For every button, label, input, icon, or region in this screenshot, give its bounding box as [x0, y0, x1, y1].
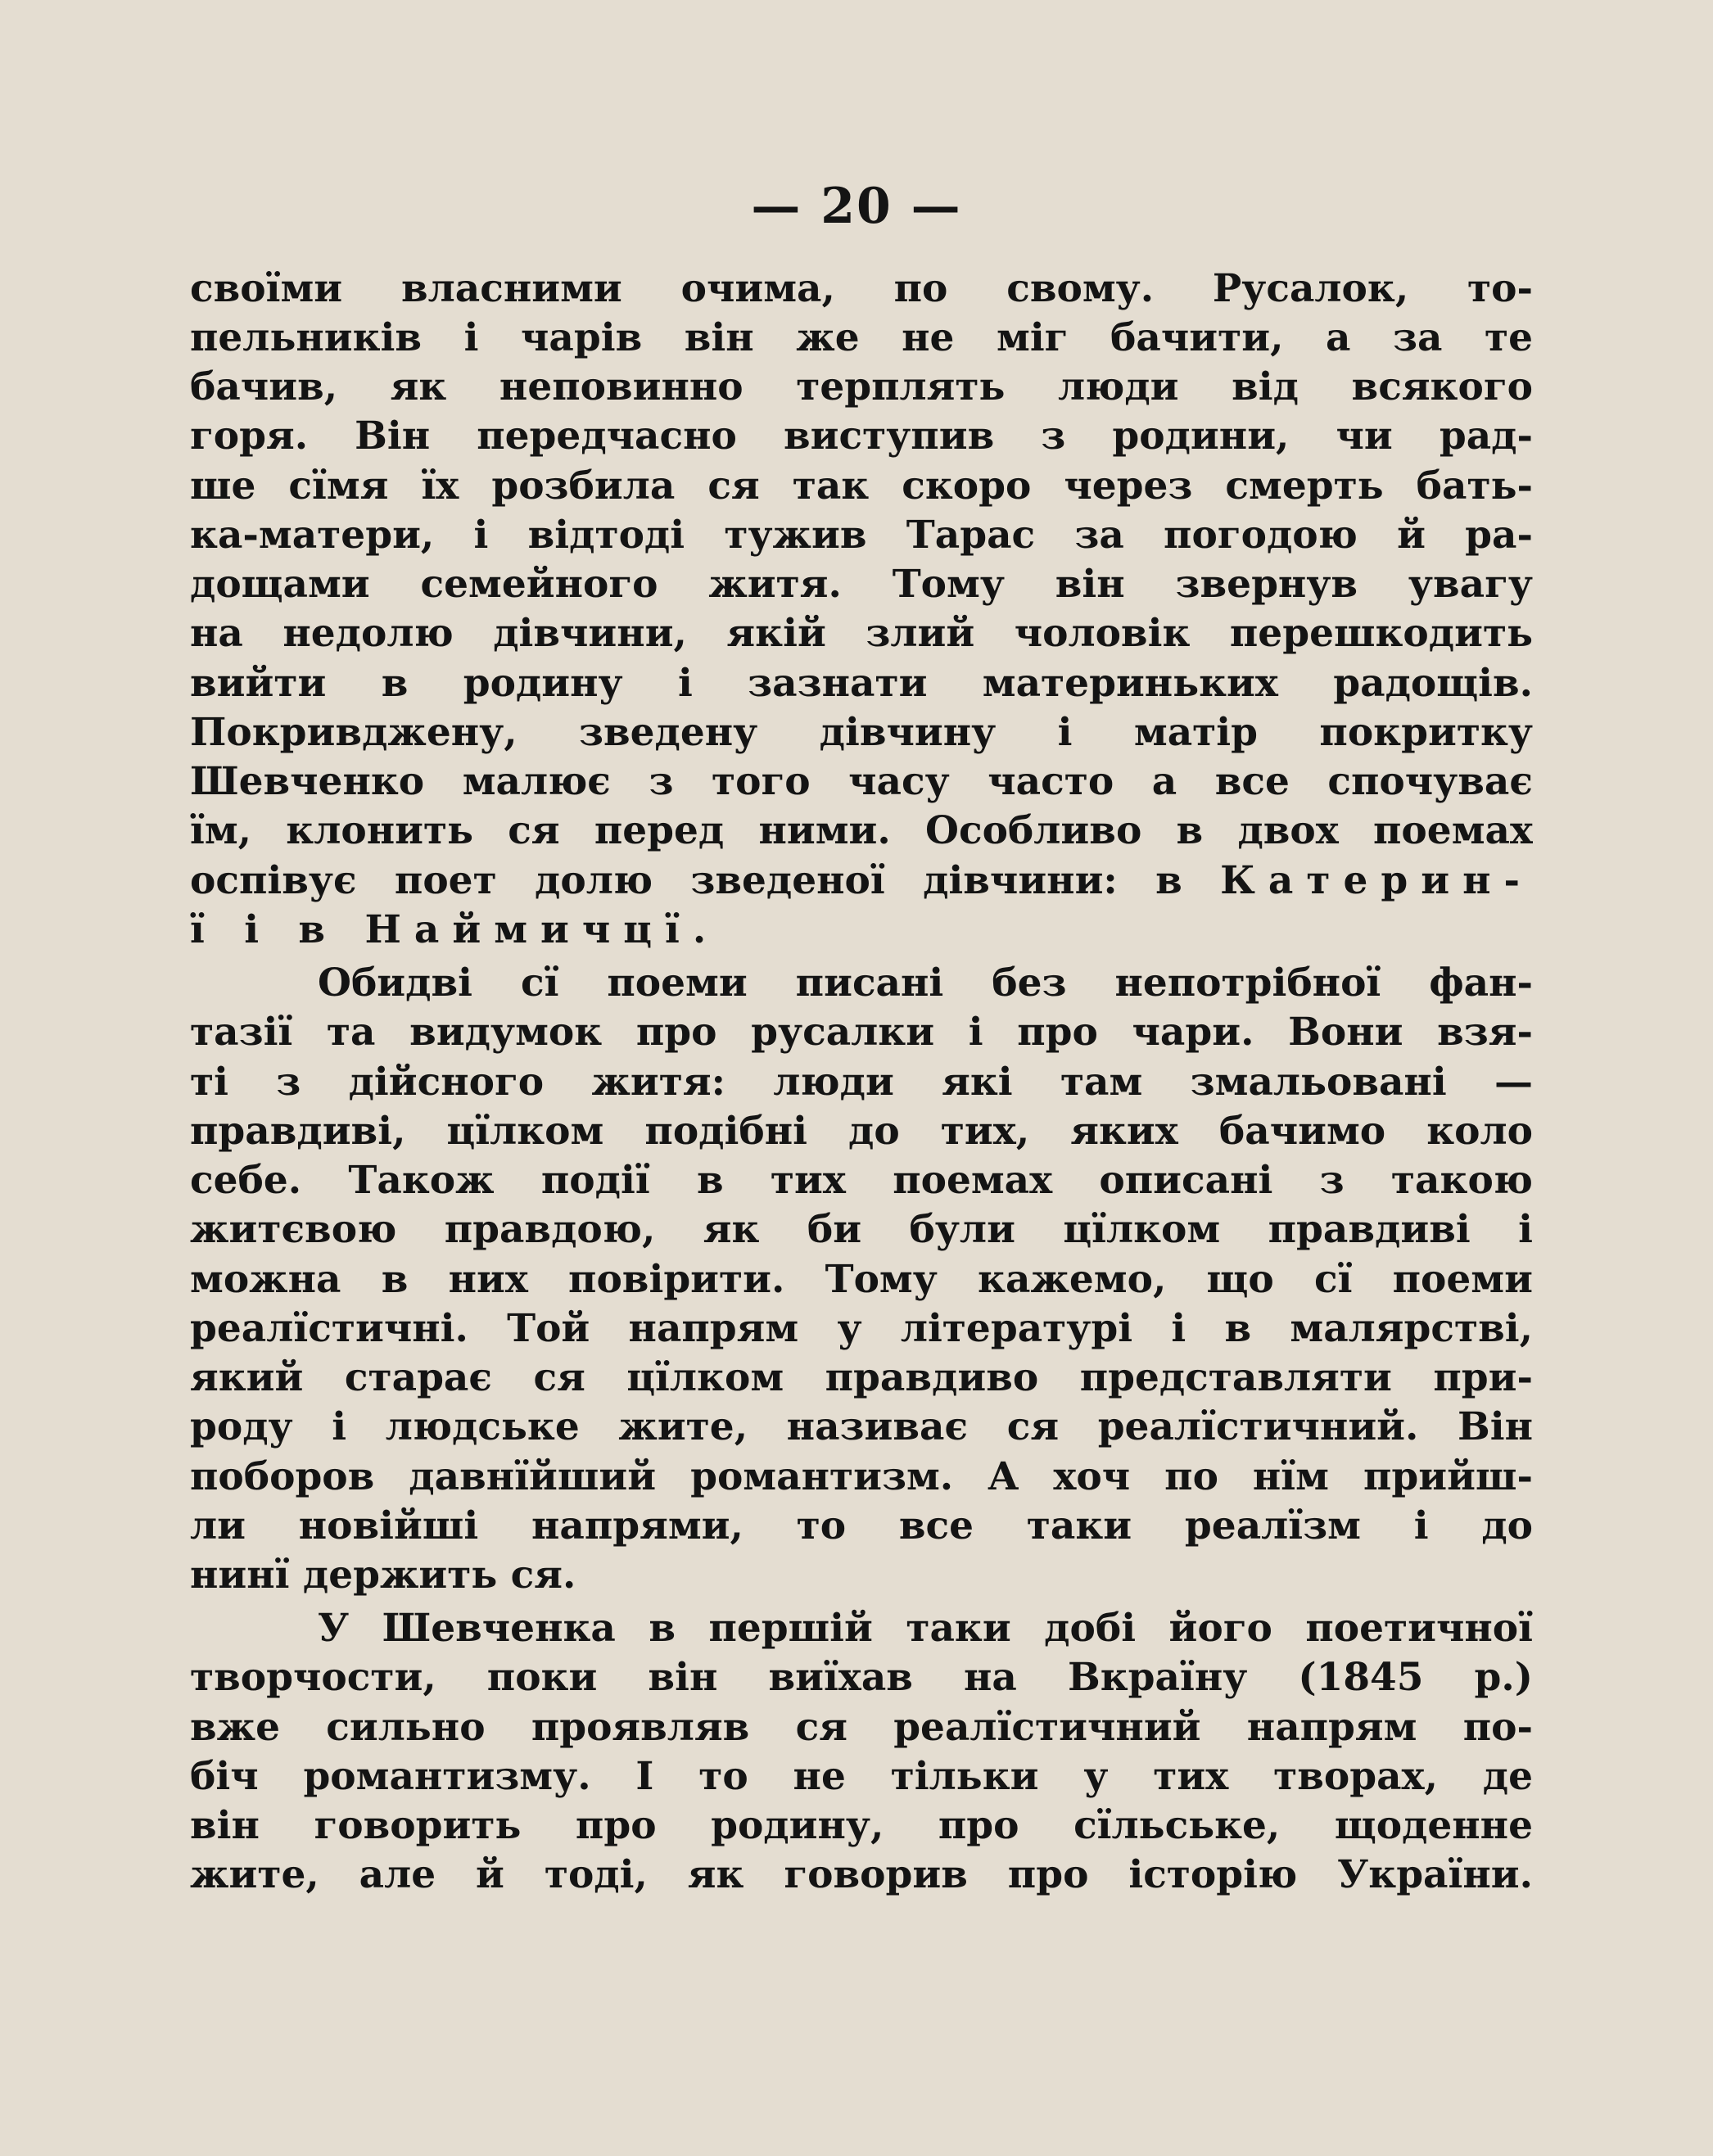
paragraph-start-line: У Шевченка в першій таки добі його поетичної [318, 1606, 1533, 1651]
text-line: вийти в родину і зазнати материньких радощів. [190, 661, 1533, 706]
text-run: ї і в [190, 907, 339, 952]
text-line: біч романтизму. І то не тільки у тих творах, де [190, 1754, 1533, 1799]
text-line: вже сильно проявляв ся реалїстичний напрям по- [190, 1705, 1533, 1750]
text-line: нинї держить ся. [190, 1553, 576, 1598]
text-line [190, 857, 1533, 906]
text-line: можна в них повірити. Тому кажемо, що сї поеми [190, 1257, 1533, 1302]
text-line: поборов давнїйший романтизм. А хоч по нїм прийш- [190, 1454, 1533, 1499]
text-run: оспівує поет долю зведеної дівчини: в [190, 858, 1182, 903]
text-line: ли новійші напрями, то все таки реалїзм і до [190, 1503, 1533, 1548]
spaced-title-naimychka: Наймичцї. [364, 907, 720, 952]
spaced-title-katerina: Катерин- [1220, 858, 1533, 903]
paragraph-start-line: Обидві сї поеми писані без непотрібної фан- [318, 960, 1533, 1006]
page-number: — 20 — [751, 178, 962, 235]
text-line: який старає ся цїлком правдиво представляти при- [190, 1355, 1533, 1400]
text-line: ка-матери, і відтоді тужив Тарас за погодою й ра- [190, 513, 1533, 558]
text-line: ті з дійсного житя: люди які там змальовані — [190, 1060, 1533, 1105]
text-line: правдиві, цїлком подібні до тих, яких бачимо коло [190, 1109, 1533, 1154]
text-line: на недолю дівчини, якій злий чоловік перешкодить [190, 611, 1533, 656]
text-line: житєвою правдою, як би були цїлком правдиві і [190, 1207, 1533, 1252]
text-line: Шевченко малює з того часу часто а все спочуває [190, 759, 1533, 804]
text-line: жите, але й тоді, як говорив про історію України. [190, 1852, 1533, 1897]
text-line [190, 906, 1533, 955]
text-line: дощами семейного житя. Тому він звернув увагу [190, 562, 1533, 607]
text-line: реалїстичні. Той напрям у літературі і в малярстві, [190, 1306, 1533, 1351]
text-line: він говорить про родину, про сїльське, щоденне [190, 1803, 1533, 1848]
text-line: роду і людське жите, називає ся реалїстичний. Він [190, 1404, 1533, 1449]
text-line: бачив, як неповинно терплять люди від всякого [190, 364, 1533, 409]
text-line: тазії та видумок про русалки і про чари. Вони взя- [190, 1010, 1533, 1055]
text-line: горя. Він передчасно виступив з родини, чи рад- [190, 414, 1533, 459]
text-line: себе. Також події в тих поемах описані з такою [190, 1158, 1533, 1203]
text-line: творчости, поки він виїхав на Вкраїну (1845 р.) [190, 1655, 1533, 1700]
text-line: Покривджену, зведену дівчину і матір покритку [190, 710, 1533, 755]
text-line: пельників і чарів він же не міг бачити, а за те [190, 315, 1533, 360]
text-line: їм, клонить ся перед ними. Особливо в двох поемах [190, 808, 1533, 853]
text-line: ше сїмя їх розбила ся так скоро через смерть бать- [190, 463, 1533, 508]
text-line: своїми власними очима, по свому. Русалок, то- [190, 266, 1533, 311]
